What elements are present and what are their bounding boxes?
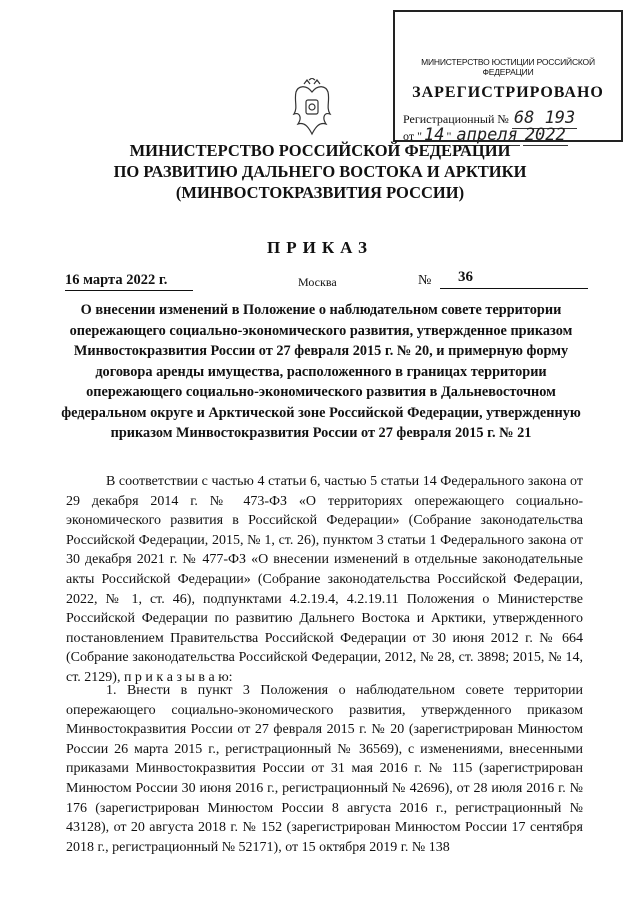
order-number: 36: [440, 269, 588, 289]
order-subject: О внесении изменений в Положение о наблюдательном совете территории опережающего социально-экономического развития, утвержденное приказом Минвостокразвития России от 27 февраля 2015 г. № 20, и примерную форму договора аренды имущества, расположенного в границах территории опережающего социально-экономического развития в Дальневосточном федеральном округе и Арктической зоне Российской Федерации, утвержденную приказом Минвостокразвития России от 27 февраля 2015 г. № 21: [61, 302, 581, 441]
item-1-paragraph: 1. Внести в пункт 3 Положения о наблюдательном совете территории опережающего социально-экономического развития, утвержденного приказом Минвостокразвития России от 27 февраля 2015 г. № 20 (зарегистрирован Минюстом России 26 марта 2015 г., регистрационный № 36569), с изменениями, внесенными приказами Минвостокразвития России от 31 мая 2016 г. № 115 (зарегистрирован Минюстом России 30 июня 2016 г., регистрационный № 42696), от 28 июля 2016 г. № 176 (зарегистрирован Минюстом России 8 августа 2016 г., регистрационный № 43128), от 20 августа 2018 г. № 152 (зарегистрирован Минюстом России 17 сентября 2018 г., регистрационный № 52171), от 15 октября 2019 г. № 138: [66, 683, 583, 855]
stamp-reg-label: Регистрационный №: [403, 112, 509, 126]
ministry-line-1: МИНИСТЕРСТВО РОССИЙСКОЙ ФЕДЕРАЦИИ: [129, 141, 511, 160]
stamp-date-day: 14: [424, 125, 445, 145]
order-date: 16 марта 2022 г.: [65, 272, 193, 291]
stamp-organization: МИНИСТЕРСТВО ЮСТИЦИИ РОССИЙСКОЙ ФЕДЕРАЦИИ: [421, 57, 595, 77]
ministry-header: [90, 140, 550, 203]
order-title: ПРИКАЗ: [267, 238, 373, 257]
registration-stamp: [393, 10, 623, 145]
ministry-line-2: ПО РАЗВИТИЮ ДАЛЬНЕГО ВОСТОКА И АРКТИКИ: [113, 162, 527, 181]
order-city: Москва: [298, 275, 337, 289]
order-number-sign: №: [418, 273, 432, 288]
preamble-paragraph: В соответствии с частью 4 статьи 6, частью 5 статьи 14 Федерального закона от 29 декабря 2014 г. № 473-ФЗ «О территориях опережающего социально-экономического развития в Российской Федерации» (Собрание законодательства Российской Федерации, 2015, № 1, ст. 26), пунктом 3 статьи 1 Федерального закона от 30 декабря 2021 г. № 477-ФЗ «О внесении изменений в отдельные законодательные акты Российской Федерации» (Собрание законодательства Российской Федерации, 2022, № 1, ст. 46), подпунктами 4.2.19.4, 4.2.19.11 Положения о Министерстве Российской Федерации по развитию Дальнего Востока и Арктики, утвержденного постановлением Правительства Российской Федерации от 30 июня 2012 г. № 664 (Собрание законодательства Российской Федерации, 2012, № 28, ст. 3898; 2015, № 14, ст. 2129), п р и к а з ы в а ю:: [66, 474, 583, 685]
stamp-date-line: от " 14 " апреля 2022: [403, 125, 566, 145]
stamp-reg-number: 68 193: [513, 108, 576, 128]
russian-coat-of-arms-icon: [288, 78, 336, 140]
stamp-date-prefix: от: [403, 129, 415, 143]
ministry-line-3: (МИНВОСТОКРАЗВИТИЯ РОССИИ): [175, 183, 465, 202]
stamp-status: ЗАРЕГИСТРИРОВАНО: [412, 84, 604, 101]
stamp-date-month: апреля: [456, 125, 518, 145]
stamp-date-year: 2022: [524, 125, 566, 145]
